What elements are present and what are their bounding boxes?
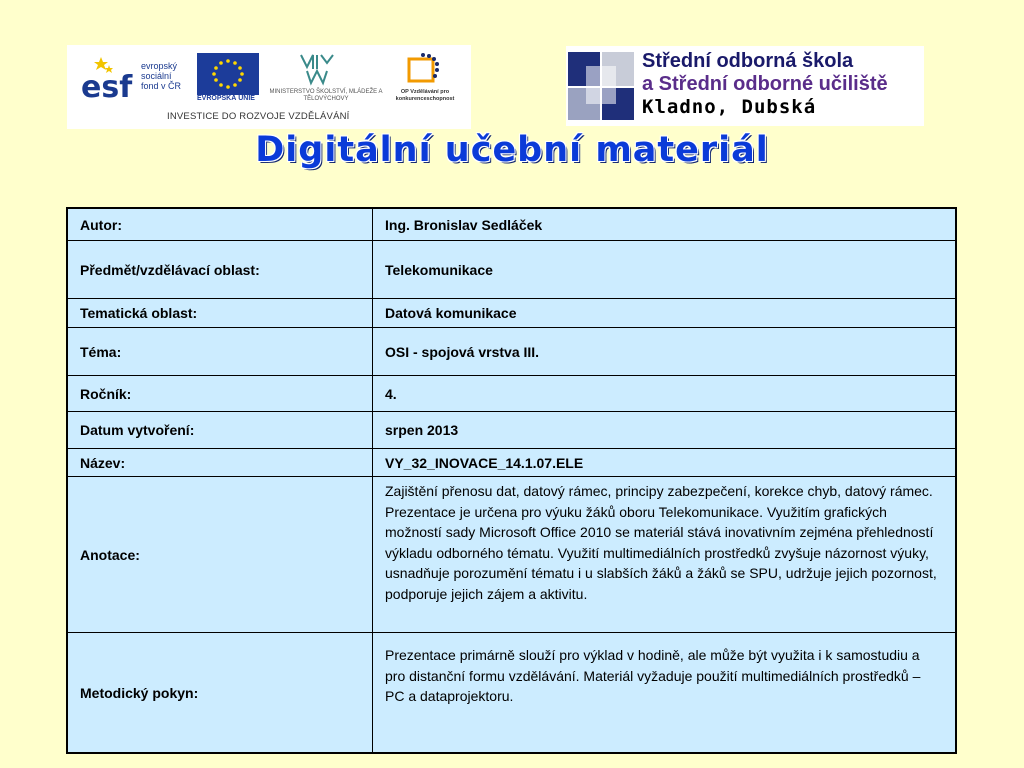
row-value-autor: Ing. Bronislav Sedláček [373,208,957,241]
row-label-tematicka-oblast: Tematická oblast: [67,299,373,328]
eu-flag-icon [197,53,259,95]
row-label-rocnik: Ročník: [67,376,373,412]
row-label-datum: Datum vytvoření: [67,412,373,449]
table-row [67,208,956,241]
esf-logo [79,51,189,105]
row-label-metodicky-pokyn: Metodický pokyn: [67,633,373,754]
msmt-label: MINISTERSTVO ŠKOLSTVÍ, MLÁDEŽE A TĚLOVÝCHOVY [269,89,383,102]
row-value-tema: OSI - spojová vrstva III. [373,328,957,376]
table-row [67,299,956,328]
op-label: OP Vzdělávání pro konkurenceschopnost [395,89,455,102]
page-title: Digitální učební materiál [255,130,769,170]
row-value-tematicka-oblast: Datová komunikace [373,299,957,328]
school-emblem-icon [566,50,636,122]
invest-slogan: INVESTICE DO ROZVOJE VZDĚLÁVÁNÍ [167,111,350,122]
op-vzdelavani-icon [403,51,445,87]
table-row [67,328,956,376]
row-label-nazev: Název: [67,449,373,477]
row-label-anotace: Anotace: [67,477,373,633]
funding-logos [67,45,471,129]
school-name [642,50,888,119]
row-value-rocnik: 4. [373,376,957,412]
school-logo [566,46,924,126]
table-row [67,241,956,299]
school-line-3: Kladno, Dubská [642,96,817,118]
row-label-tema: Téma: [67,328,373,376]
school-line-1: Střední odborná škola [642,50,854,72]
esf-line-1: evropský [141,61,178,71]
row-label-predmet: Předmět/vzdělávací oblast: [67,241,373,299]
row-label-autor: Autor: [67,208,373,241]
table-row [67,633,956,754]
svg-text:esf: esf [81,70,133,105]
row-value-predmet: Telekomunikace [373,241,957,299]
eu-label: EVROPSKÁ UNIE [197,95,255,102]
table-row [67,376,956,412]
row-value-metodicky-pokyn: Prezentace primárně slouží pro výklad v hodině, ale může být využita i k samostudiu a pro distanční formu vzdělávání. Materiál vyžaduje použití multimediálních prostředků – PC a dataprojektoru. [373,633,957,754]
esf-line-2: sociální [141,71,172,81]
msmt-icon [297,51,337,87]
info-table [66,207,957,754]
table-row [67,412,956,449]
row-value-anotace: Zajištění přenosu dat, datový rámec, principy zabezpečení, korekce chyb, datový rámec. Prezentace je určena pro výuku žáků oboru Telekomunikace. Využitím grafických možností sady Microsoft Office 2010 se materiál stává inovativním zejména přehledností výkladu odborného tématu. Využití multimediálních prostředků zvyšuje názornost výuky, usnadňuje porozumění tématu i u slabších žáků a žáků se SPU, udržuje jejich pozornost, podporuje jejich zájem a aktivitu. [373,477,957,633]
esf-text [141,61,181,91]
table-row [67,449,956,477]
row-value-datum: srpen 2013 [373,412,957,449]
row-value-nazev: VY_32_INOVACE_14.1.07.ELE [373,449,957,477]
school-line-2: a Střední odborné učiliště [642,73,888,95]
esf-icon [79,51,139,105]
esf-line-3: fond v ČR [141,81,182,91]
table-row [67,477,956,633]
